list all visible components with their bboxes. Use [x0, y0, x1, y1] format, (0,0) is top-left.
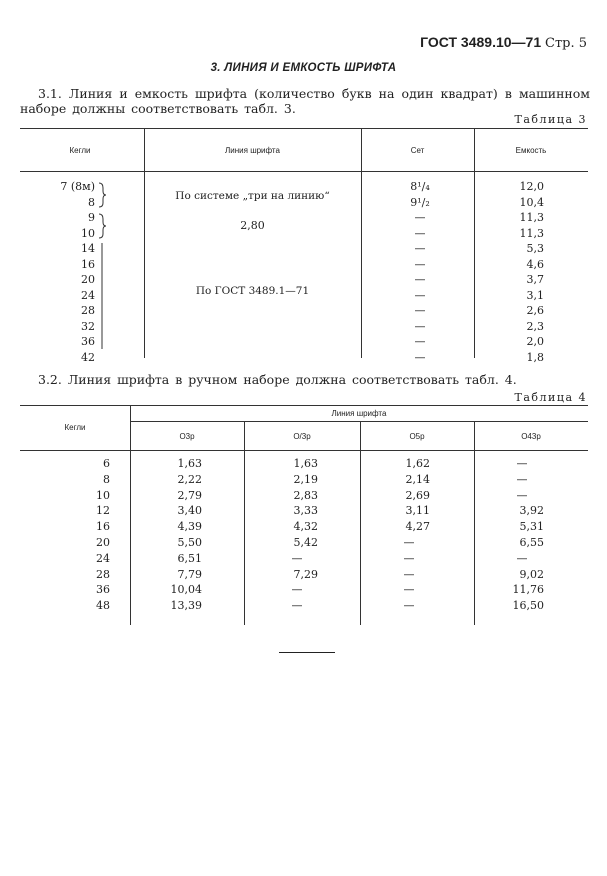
table3-kegl: 20 — [81, 273, 95, 286]
table3-kegl: 32 — [81, 319, 95, 333]
table3-set: 9¹/₂ — [410, 195, 430, 209]
paragraph-3-2: 3.2. Линия шрифта в ручном наборе должна соответствовать табл. 4. — [38, 372, 517, 387]
table4-kegl: 24 — [96, 551, 110, 565]
table4-o43r: 3,92 — [519, 504, 544, 518]
table4-o-3r: 3,33 — [293, 504, 318, 518]
table3-capacity: 4,6 — [526, 257, 544, 271]
table3-capacity: 5,3 — [526, 242, 544, 255]
table4-o-3r: 1,63 — [293, 457, 318, 470]
table3-set: — — [414, 226, 426, 240]
table3-capacity: 3,7 — [526, 273, 544, 286]
group-2-80: 2,80 — [240, 219, 265, 232]
table4-o3r: 7,79 — [177, 567, 202, 581]
table3-capacity: 10,4 — [519, 195, 544, 209]
table4-o5r: 2,69 — [405, 488, 430, 502]
table4-o5r: 1,62 — [405, 457, 430, 470]
table3-capacity: 2,3 — [526, 319, 544, 333]
table4-o5r: 2,14 — [405, 472, 430, 486]
table4-o3r: 13,39 — [170, 599, 202, 613]
table3-caption: Таблица 3 — [514, 113, 587, 126]
table4-col-o43r: О43р — [521, 432, 541, 441]
table4-o-3r: — — [291, 551, 303, 565]
table4-o43r: 11,76 — [512, 583, 544, 597]
table4-kegl: 8 — [103, 472, 110, 486]
table4-header-kegli: Кегли — [64, 423, 86, 432]
group-three-per-line: По системе „три на линию“ — [175, 190, 330, 202]
table4-col-o3r: О3р — [179, 432, 195, 441]
table3-set: — — [414, 211, 426, 224]
table4-col-o-3r: О/3р — [293, 432, 311, 441]
table3-capacity: 11,3 — [519, 226, 544, 240]
table4-kegl: 6 — [103, 457, 110, 470]
table4-o5r: — — [403, 536, 415, 549]
table3-kegl: 28 — [81, 304, 95, 317]
table4-col-o5r: О5р — [409, 432, 425, 441]
table4-o3r: 4,39 — [177, 520, 202, 534]
table3-set: — — [414, 319, 426, 333]
table4-o5r: — — [403, 551, 415, 565]
table4-o3r: 2,79 — [177, 488, 202, 502]
table3-kegl: 42 — [81, 350, 95, 364]
table4-o3r: 1,63 — [177, 457, 202, 470]
table4-o-3r: 4,32 — [293, 520, 318, 534]
table4-o-3r: 2,83 — [293, 488, 318, 502]
table3-capacity: 11,3 — [519, 211, 544, 224]
section-title: 3. ЛИНИЯ И ЕМКОСТЬ ШРИФТА — [210, 62, 397, 74]
table3-capacity: 2,6 — [526, 304, 544, 317]
table3-kegl: 10 — [81, 226, 95, 240]
table4-o-3r: — — [291, 583, 303, 597]
table4-kegl: 48 — [96, 599, 110, 613]
table4-header-line: Линия шрифта — [331, 409, 387, 418]
table3-kegl: 16 — [81, 257, 95, 271]
table3-capacity: 12,0 — [519, 180, 544, 193]
table3-set: — — [414, 288, 426, 302]
table4-o43r: 5,31 — [519, 520, 544, 534]
table3-set: — — [414, 273, 426, 286]
table3-set: — — [414, 257, 426, 271]
table4-o5r: 4,27 — [405, 520, 430, 534]
page-header — [420, 34, 587, 51]
table4-o5r: — — [403, 567, 415, 581]
table4-caption: Таблица 4 — [514, 391, 587, 404]
table4-o43r: — — [516, 551, 528, 565]
table4-o43r: 6,55 — [519, 536, 544, 549]
table4-o-3r: 2,19 — [293, 472, 318, 486]
table3-brackets — [97, 181, 107, 351]
table3-capacity: 3,1 — [526, 288, 544, 302]
footer-rule — [279, 652, 335, 653]
table4-kegl: 20 — [96, 536, 110, 549]
table4-kegl: 36 — [96, 583, 110, 597]
table3-set: — — [414, 350, 426, 364]
table3-set: — — [414, 242, 426, 255]
table4-o3r: 2,22 — [177, 472, 202, 486]
table3-set: — — [414, 335, 426, 348]
table3-capacity: 1,8 — [526, 350, 544, 364]
table3-capacity: 2,0 — [526, 335, 544, 348]
group-gost: По ГОСТ 3489.1—71 — [195, 285, 310, 297]
table4-o43r: — — [516, 457, 528, 470]
table4-kegl: 28 — [96, 567, 110, 581]
table4-o43r: — — [516, 488, 528, 502]
table4-o3r: 6,51 — [177, 551, 202, 565]
table4-kegl: 16 — [96, 520, 110, 534]
table3-kegl: 36 — [81, 335, 95, 348]
table4-kegl: 10 — [96, 488, 110, 502]
page-number: Стр. 5 — [545, 36, 587, 51]
table3-set: — — [414, 304, 426, 317]
paragraph-3-1: 3.1. Линия и емкость шрифта (количество букв на один квадрат) в машинном наборе должны соответствовать табл. 3. — [20, 86, 590, 116]
table3-kegl: 7 (8м) — [60, 180, 95, 193]
standard-code: ГОСТ 3489.10—71 — [420, 34, 542, 50]
table4-o3r: 3,40 — [177, 504, 202, 518]
table3-header-set: Сет — [410, 146, 425, 155]
table4-o-3r: 7,29 — [293, 567, 318, 581]
table4-o5r: — — [403, 599, 415, 613]
table4-o43r: 9,02 — [519, 567, 544, 581]
table3-header-capacity: Емкость — [515, 146, 547, 155]
table4-o5r: 3,11 — [405, 504, 430, 518]
table3-kegl: 24 — [81, 288, 95, 302]
table4-o3r: 10,04 — [170, 583, 202, 597]
table3-kegl: 8 — [88, 195, 95, 209]
table3-set: 8¹/₄ — [410, 180, 430, 193]
table3-kegl: 9 — [88, 211, 95, 224]
table4-o43r: — — [516, 472, 528, 486]
table4-kegl: 12 — [96, 504, 110, 518]
table3-header-kegli: Кегли — [69, 146, 91, 155]
table4-o3r: 5,50 — [177, 536, 202, 549]
table4-o-3r: — — [291, 599, 303, 613]
table4-o5r: — — [403, 583, 415, 597]
table3-kegl: 14 — [81, 242, 95, 255]
table4-o-3r: 5,42 — [293, 536, 318, 549]
table3-header-line: Линия шрифта — [225, 146, 280, 155]
table4-o43r: 16,50 — [512, 599, 544, 613]
